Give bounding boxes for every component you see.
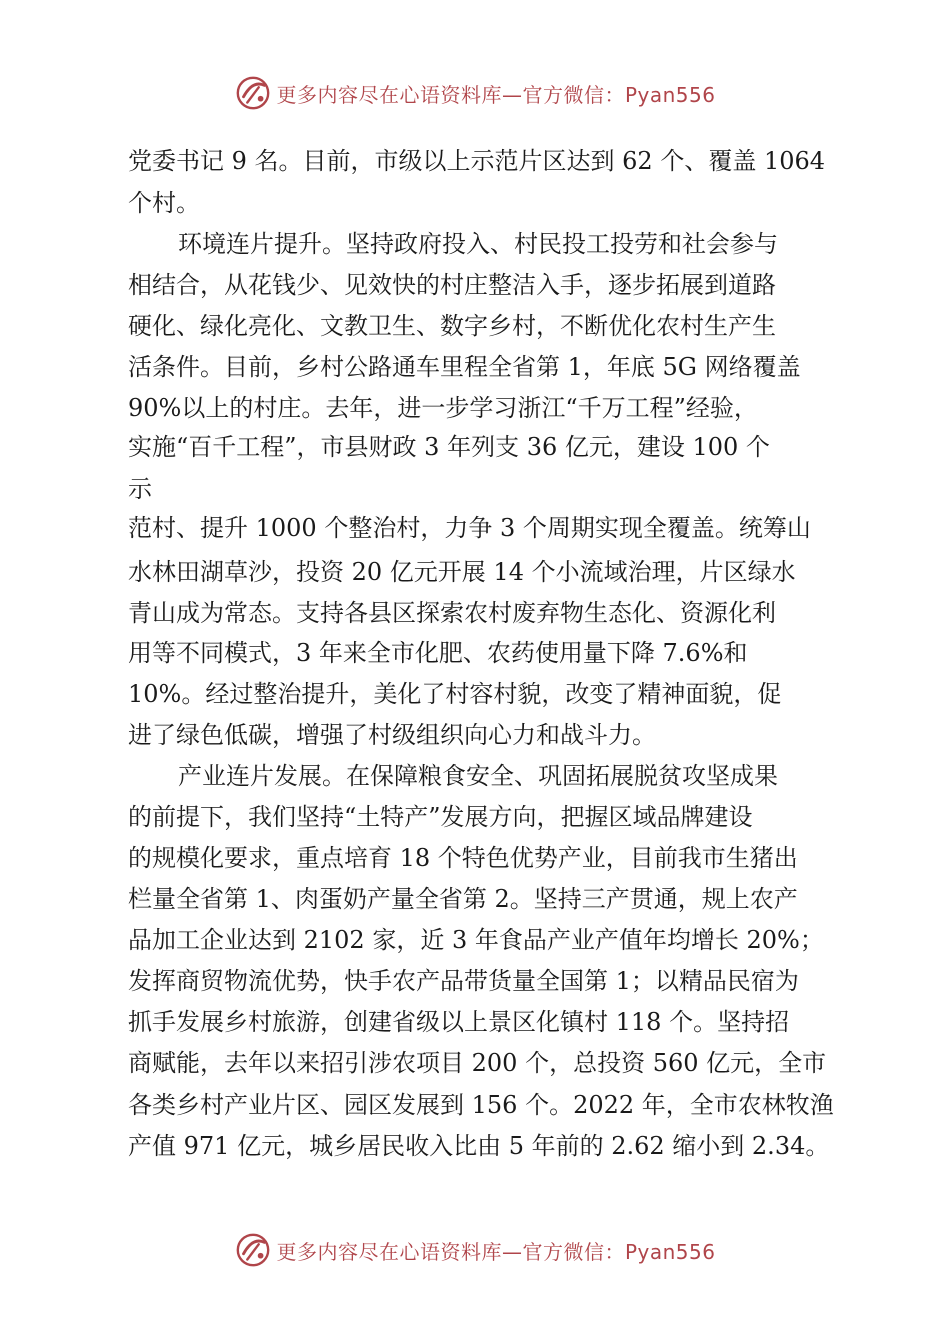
- text-line: 党委书记 9 名。目前，市级以上示范片区达到 62 个、覆盖 1064: [128, 147, 826, 175]
- text-line: 发挥商贸物流优势，快手农产品带货量全国第 1；以精品民宿为: [128, 967, 799, 995]
- text-line: 硬化、绿化亮化、文教卫生、数字乡村，不断优化农村生产生: [128, 312, 776, 340]
- text-line: 抓手发展乡村旅游，创建省级以上景区化镇村 118 个。坚持招: [128, 1008, 790, 1036]
- text-line: 实施“百千工程”，市县财政 3 年列支 36 亿元，建设 100 个: [128, 433, 770, 461]
- text-line: 栏量全省第 1、肉蛋奶产量全省第 2。坚持三产贯通，规上农产: [128, 885, 798, 913]
- text-line: 活条件。目前，乡村公路通车里程全省第 1，年底 5G 网络覆盖: [128, 353, 801, 381]
- banner-text: 更多内容尽在心语资料库—官方微信：Pyan556: [276, 82, 716, 107]
- paragraph-start: 环境连片提升。坚持政府投入、村民投工投劳和社会参与: [178, 230, 778, 258]
- brand-logo-icon: [234, 1231, 272, 1269]
- text-line: 产值 971 亿元，城乡居民收入比由 5 年前的 2.62 缩小到 2.34。: [128, 1132, 830, 1160]
- brand-logo-icon: [234, 74, 272, 112]
- text-line: 用等不同模式，3 年来全市化肥、农药使用量下降 7.6%和: [128, 639, 748, 667]
- text-line: 各类乡村产业片区、园区发展到 156 个。2022 年，全市农林牧渔: [128, 1091, 834, 1119]
- text-line: 的前提下，我们坚持“土特产”发展方向，把握区域品牌建设: [128, 803, 753, 831]
- text-line: 青山成为常态。支持各县区探索农村废弃物生态化、资源化利: [128, 599, 776, 627]
- text-line: 示: [128, 475, 152, 503]
- footer-banner: [0, 1228, 950, 1272]
- paragraph-start: 产业连片发展。在保障粮食安全、巩固拓展脱贫攻坚成果: [178, 762, 778, 790]
- header-banner: [0, 71, 950, 115]
- text-line: 进了绿色低碳，增强了村级组织向心力和战斗力。: [128, 721, 656, 749]
- text-line: 90%以上的村庄。去年，进一步学习浙江“千万工程”经验，: [128, 394, 758, 422]
- text-line: 范村、提升 1000 个整治村，力争 3 个周期实现全覆盖。统筹山: [128, 514, 811, 542]
- text-line: 10%。经过整治提升，美化了村容村貌，改变了精神面貌，促: [128, 680, 782, 708]
- text-line: 品加工企业达到 2102 家，近 3 年食品产业产值年均增长 20%；: [128, 926, 824, 954]
- banner-text: 更多内容尽在心语资料库—官方微信：Pyan556: [276, 1239, 716, 1264]
- text-line: 商赋能，去年以来招引涉农项目 200 个，总投资 560 亿元，全市: [128, 1049, 827, 1077]
- text-line: 相结合，从花钱少、见效快的村庄整洁入手，逐步拓展到道路: [128, 271, 776, 299]
- text-line: 水林田湖草沙，投资 20 亿元开展 14 个小流域治理，片区绿水: [128, 558, 796, 586]
- text-line: 的规模化要求，重点培育 18 个特色优势产业，目前我市生猪出: [128, 844, 798, 872]
- text-line: 个村。: [128, 189, 200, 217]
